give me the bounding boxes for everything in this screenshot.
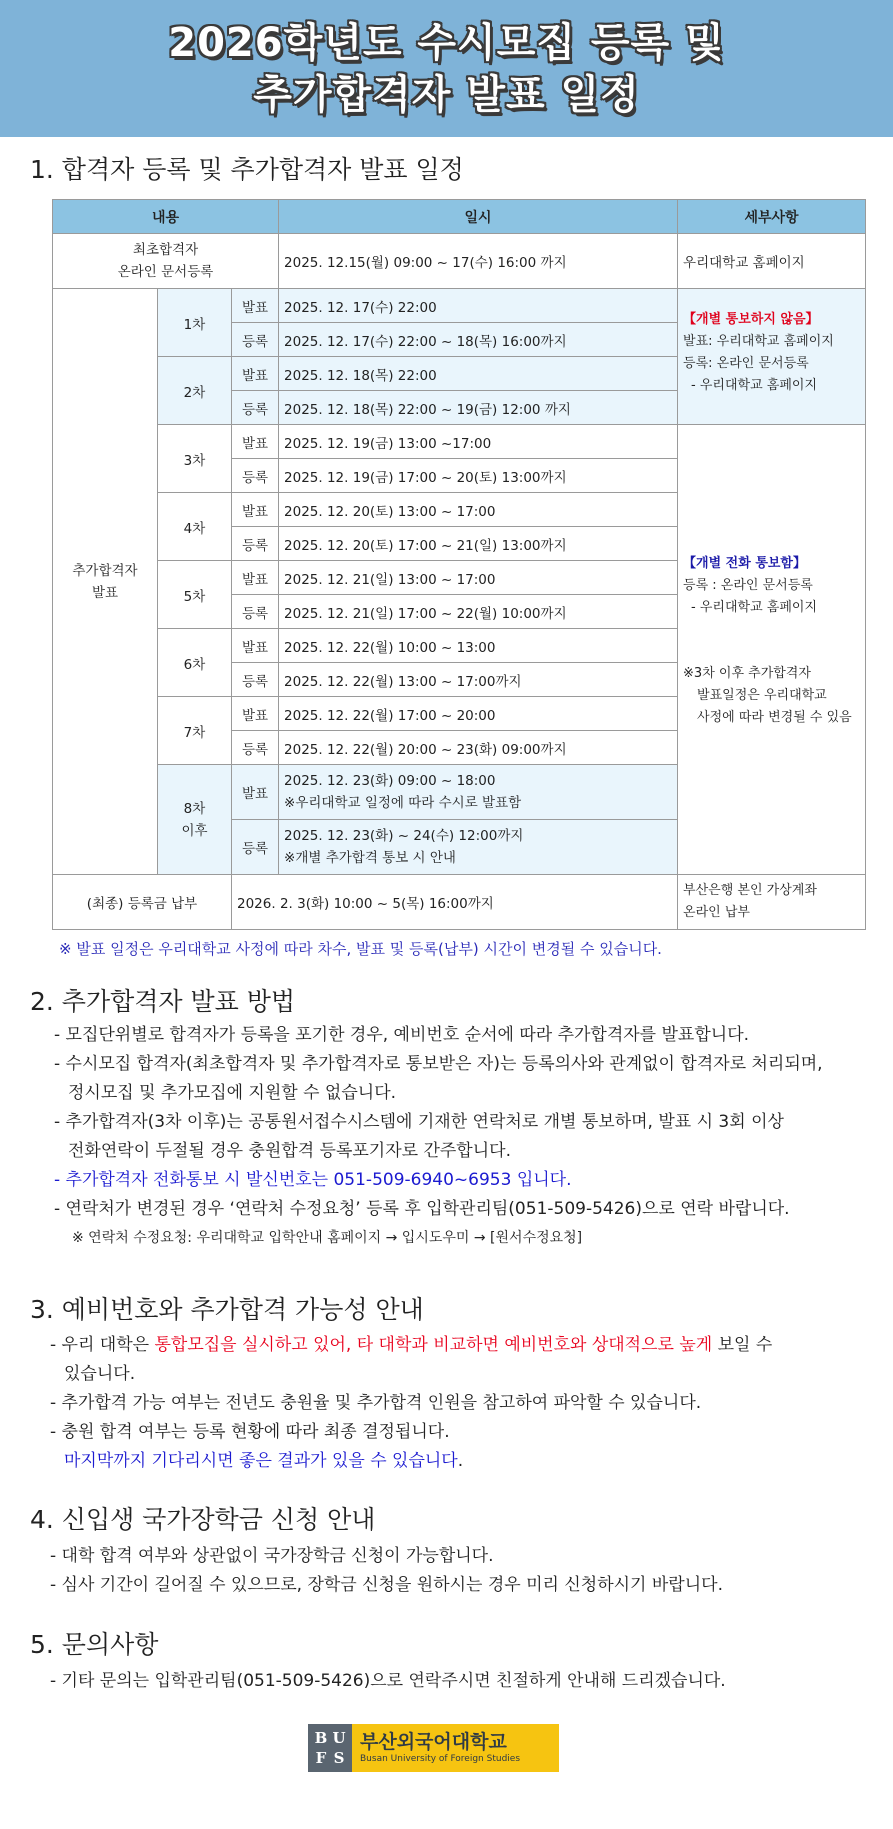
- payment-datetime: 2026. 2. 3(화) 10:00 ~ 5(목) 16:00까지: [232, 875, 678, 930]
- round8-register: 2025. 12. 23(화) ~ 24(수) 12:00까지 ※개별 추가합격 통보 시 안내: [279, 820, 678, 875]
- round-register: 2025. 12. 18(목) 22:00 ~ 19(금) 12:00 까지: [279, 391, 678, 425]
- round8-label: 8차 이후: [158, 765, 232, 875]
- first-pass-details: 우리대학교 홈페이지: [678, 234, 866, 289]
- section2-title: 2. 추가합격자 발표 방법: [30, 987, 296, 1016]
- announce-label: 발표: [232, 289, 279, 323]
- banner-title-line1: 2026학년도 수시모집 등록 및: [168, 19, 725, 66]
- additional-group-label: 추가합격자 발표: [53, 289, 158, 875]
- header-datetime: 일시: [279, 200, 678, 234]
- round-label: 2차: [158, 357, 232, 425]
- section1-title: 1. 합격자 등록 및 추가합격자 발표 일정: [30, 155, 464, 184]
- announce-label: 발표: [232, 493, 279, 527]
- section4-title: 4. 신입생 국가장학금 신청 안내: [30, 1505, 376, 1534]
- round-announce: 2025. 12. 19(금) 13:00 ~17:00: [279, 425, 678, 459]
- details-phone-notice: 【개별 전화 통보함】 등록 : 온라인 문서등록 - 우리대학교 홈페이지 ※3차 이후 추가합격자 발표일정은 우리대학교 사정에 따라 변경될 수 있음: [678, 425, 866, 875]
- register-label: 등록: [232, 527, 279, 561]
- announce-label: 발표: [232, 697, 279, 731]
- round-label: 4차: [158, 493, 232, 561]
- round-register: 2025. 12. 22(월) 13:00 ~ 17:00까지: [279, 663, 678, 697]
- round-label: 7차: [158, 697, 232, 765]
- table-row: [53, 234, 866, 289]
- header-content: 내용: [53, 200, 279, 234]
- section5-title: 5. 문의사항: [30, 1630, 159, 1659]
- register-label: 등록: [232, 820, 279, 875]
- round-register: 2025. 12. 19(금) 17:00 ~ 20(토) 13:00까지: [279, 459, 678, 493]
- register-label: 등록: [232, 323, 279, 357]
- round-announce: 2025. 12. 17(수) 22:00: [279, 289, 678, 323]
- first-pass-label: 최초합격자 온라인 문서등록: [53, 234, 279, 289]
- announce-label: 발표: [232, 629, 279, 663]
- schedule-table: [52, 199, 866, 930]
- banner-title-line2: 추가합격자 발표 일정: [253, 71, 640, 118]
- first-pass-datetime: 2025. 12.15(월) 09:00 ~ 17(수) 16:00 까지: [279, 234, 678, 289]
- table-row: [53, 425, 866, 459]
- announce-label: 발표: [232, 561, 279, 595]
- register-label: 등록: [232, 595, 279, 629]
- logo-english-name: Busan University of Foreign Studies: [360, 1754, 521, 1764]
- round-announce: 2025. 12. 22(월) 17:00 ~ 20:00: [279, 697, 678, 731]
- section3-title: 3. 예비번호와 추가합격 가능성 안내: [30, 1295, 424, 1324]
- round-announce: 2025. 12. 21(일) 13:00 ~ 17:00: [279, 561, 678, 595]
- logo-mark-icon: B U F S: [308, 1724, 352, 1772]
- section2-body: - 모집단위별로 합격자가 등록을 포기한 경우, 예비번호 순서에 따라 추가합격자를 발표합니다. - 수시모집 합격자(최초합격자 및 추가합격자로 통보받은 자)는 등록의사와 관계없이 합격자로 처리되며, 정시모집 및 추가모집에 지원할 수 없습니다. - 추가합격자(3차 이후)는 공통원서접수시스템에 기재한 연락처로 개별 통보하며, 발표 시 3회 이상 전화연락이 두절될 경우 충원합격 등록포기자로 간주합니다. - 추가합격자 전화통보 시 발신번호는 051-509-6940~6953 입니다. - 연락처가 변경된 경우 ‘연락처 수정요청’ 등록 후 입학관리팀(051-509-5426)으로 연락 바랍니다. ※ 연락처 수정요청: 우리대학교 입학안내 홈페이지 → 입시도우미 → [원서수정요청]: [54, 1025, 823, 1246]
- round8-announce: 2025. 12. 23(화) 09:00 ~ 18:00 ※우리대학교 일정에 따라 수시로 발표함: [279, 765, 678, 820]
- logo-korean-name: 부산외국어대학교: [360, 1731, 507, 1753]
- payment-label: (최종) 등록금 납부: [53, 875, 232, 930]
- register-label: 등록: [232, 663, 279, 697]
- section5-body: - 기타 문의는 입학관리팀(051-509-5426)으로 연락주시면 친절하게 안내해 드리겠습니다.: [50, 1671, 726, 1691]
- header-details: 세부사항: [678, 200, 866, 234]
- round-announce: 2025. 12. 20(토) 13:00 ~ 17:00: [279, 493, 678, 527]
- announce-label: 발표: [232, 765, 279, 820]
- round-register: 2025. 12. 20(토) 17:00 ~ 21(일) 13:00까지: [279, 527, 678, 561]
- university-logo: [308, 1724, 559, 1772]
- round-label: 3차: [158, 425, 232, 493]
- section4-body: - 대학 합격 여부와 상관없이 국가장학금 신청이 가능합니다. - 심사 기간이 길어질 수 있으므로, 장학금 신청을 원하시는 경우 미리 신청하시기 바랍니다.: [50, 1546, 723, 1595]
- section3-body: - 우리 대학은 통합모집을 실시하고 있어, 타 대학과 비교하면 예비번호와 상대적으로 높게 보일 수 있습니다. - 추가합격 가능 여부는 전년도 충원율 및 추가합격 인원을 참고하여 파악할 수 있습니다. - 충원 합격 여부는 등록 현황에 따라 최종 결정됩니다. 마지막까지 기다리시면 좋은 결과가 있을 수 있습니다.: [50, 1335, 773, 1471]
- details-no-notice: 【개별 통보하지 않음】 발표: 우리대학교 홈페이지 등록: 온라인 문서등록 - 우리대학교 홈페이지: [678, 289, 866, 425]
- announce-label: 발표: [232, 357, 279, 391]
- round-label: 5차: [158, 561, 232, 629]
- table-row: [53, 289, 866, 323]
- table-row: [53, 875, 866, 930]
- round-register: 2025. 12. 21(일) 17:00 ~ 22(월) 10:00까지: [279, 595, 678, 629]
- register-label: 등록: [232, 459, 279, 493]
- schedule-note: ※ 발표 일정은 우리대학교 사정에 따라 차수, 발표 및 등록(납부) 시간이 변경될 수 있습니다.: [59, 940, 662, 958]
- round-register: 2025. 12. 22(월) 20:00 ~ 23(화) 09:00까지: [279, 731, 678, 765]
- payment-details: 부산은행 본인 가상계좌 온라인 납부: [678, 875, 866, 930]
- round-label: 6차: [158, 629, 232, 697]
- round-label: 1차: [158, 289, 232, 357]
- title-banner: [0, 0, 893, 137]
- round-announce: 2025. 12. 22(월) 10:00 ~ 13:00: [279, 629, 678, 663]
- register-label: 등록: [232, 391, 279, 425]
- register-label: 등록: [232, 731, 279, 765]
- announce-label: 발표: [232, 425, 279, 459]
- round-announce: 2025. 12. 18(목) 22:00: [279, 357, 678, 391]
- round-register: 2025. 12. 17(수) 22:00 ~ 18(목) 16:00까지: [279, 323, 678, 357]
